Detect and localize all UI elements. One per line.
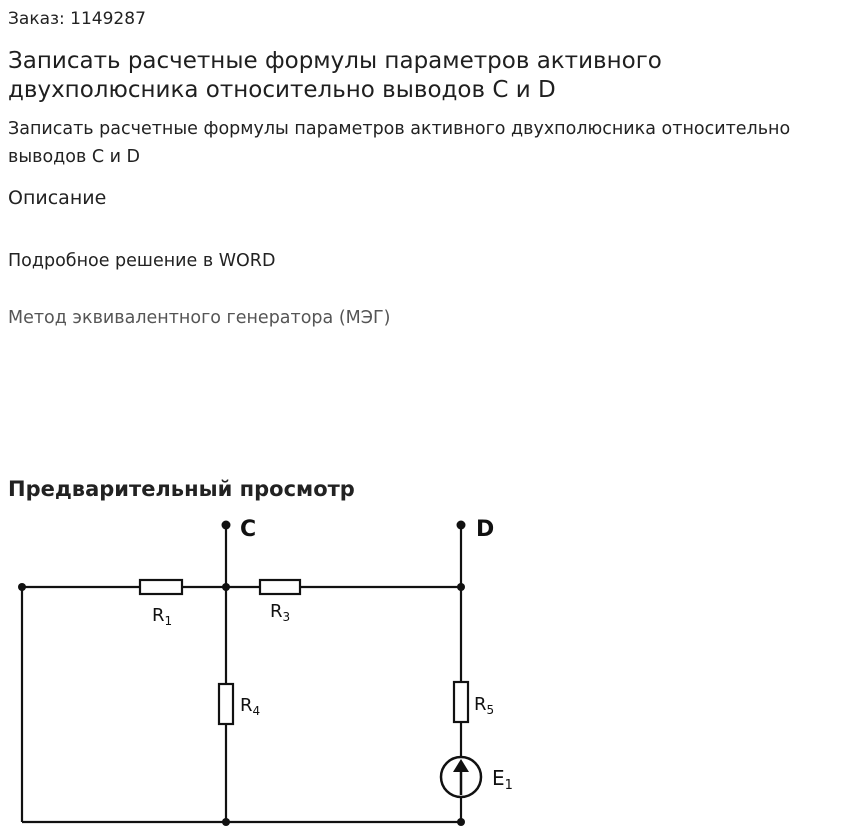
resistor-r5 xyxy=(454,682,468,722)
terminal-c-dot xyxy=(222,521,231,530)
voltage-source-e1 xyxy=(441,757,481,797)
resistor-r4 xyxy=(219,684,233,724)
resistor-r1 xyxy=(140,580,182,594)
page-title: Записать расчетные формулы параметров активного двухполюсника относительно выводов C и D xyxy=(8,48,662,103)
task-statement: Записать расчетные формулы параметров активного двухполюсника относительно выводов C и D xyxy=(8,119,791,167)
circuit-nodes xyxy=(18,521,466,827)
terminal-d-dot xyxy=(457,521,466,530)
terminal-c-label: C xyxy=(240,517,257,542)
e1-label: $E_1$ xyxy=(492,766,513,793)
circuit-diagram xyxy=(0,506,540,836)
preview-heading: Предварительный просмотр xyxy=(8,477,355,501)
r3-label: $R_3$ xyxy=(270,601,291,624)
terminal-d-label: D xyxy=(476,517,495,542)
description-line-solution: Подробное решение в WORD xyxy=(8,251,276,271)
resistor-r3 xyxy=(260,580,300,594)
r5-label: $R_5$ xyxy=(474,694,495,717)
description-heading: Описание xyxy=(8,187,107,209)
description-line-method: Метод эквивалентного генератора (МЭГ) xyxy=(8,308,391,328)
order-number: Заказ: 1149287 xyxy=(8,9,146,29)
r1-label: $R_1$ xyxy=(152,605,173,628)
r4-label: $R_4$ xyxy=(240,695,261,718)
